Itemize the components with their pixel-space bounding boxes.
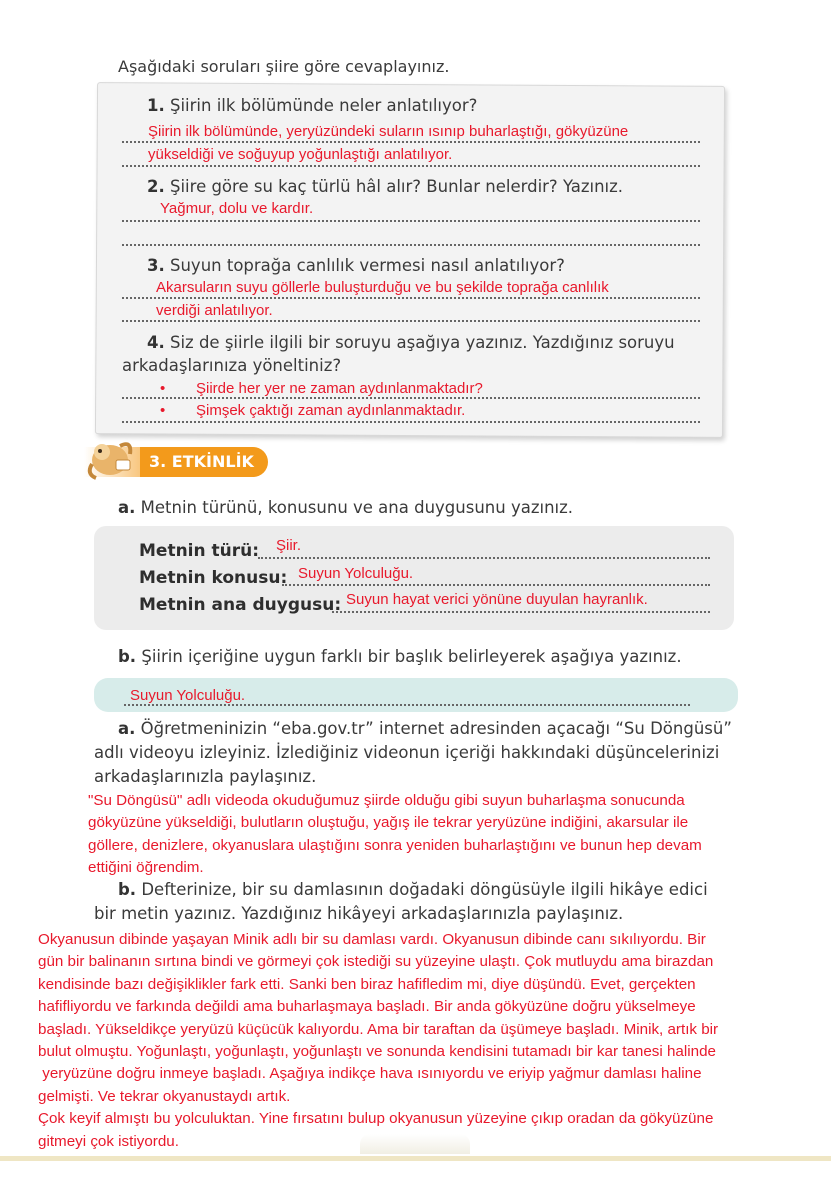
story-b-label: b. — [118, 880, 137, 899]
video-answer-line: gökyüzüne yükseldiği, bulutların oluştuğu, yağış ile tekrar yeryüzüne indiğini, akarsular ile — [88, 814, 689, 832]
story-answer-line: Çok keyif almıştı bu yolculuktan. Yine fırsatını bulup okyanusun yüzeyine çıkıp oradan da gökyüzüne — [38, 1110, 714, 1128]
question-1-text: Şiirin ilk bölümünde neler anlatılıyor? — [170, 96, 478, 115]
video-answer-line: "Su Döngüsü" adlı videoda okuduğumuz şiirde olduğu gibi suyun buharlaşma sonucunda — [88, 792, 685, 809]
story-answer-line: bulut olmuştu. Yoğunlaştı, yoğunlaştı, yoğunlaştı ve sonunda kendisini tutamadı bir kar tanesi halinde — [38, 1043, 716, 1061]
video-instruction-line-1 — [118, 719, 732, 738]
title-answer: Suyun Yolculuğu. — [130, 687, 246, 704]
question-1-answer-line-1: Şiirin ilk bölümünde, yeryüzündeki suların ısınıp buharlaştığı, gökyüzüne — [148, 123, 629, 140]
question-1-answer-line-2: yükseldiği ve soğuyup yoğunlaştığı anlatılıyor. — [148, 146, 453, 163]
question-4-answer-line-2: Şimşek çaktığı zaman aydınlanmaktadır. — [196, 402, 466, 419]
activity-a-text: Metnin türünü, konusunu ve ana duygusunu yazınız. — [140, 498, 574, 517]
question-1 — [147, 96, 477, 115]
question-4-text-line-1: Siz de şiirle ilgili bir soruyu aşağıya yazınız. Yazdığınız soruyu — [170, 333, 675, 352]
video-answer-line: göllere, denizlere, okyanuslara ulaştığını sonra yeniden buharlaştığını ve bunun hep devam — [88, 836, 702, 854]
story-answer-line: gitmeyi çok istiyordu. — [38, 1132, 179, 1150]
story-answer-line: başladı. Yükseldikçe yeryüzü küçücük kalıyordu. Ama bir taraftan da üşümeye başladı. Minik, artık bir — [38, 1020, 719, 1038]
question-2 — [147, 177, 623, 196]
answer-line — [122, 421, 700, 423]
answer-line — [122, 220, 700, 222]
question-4 — [147, 333, 675, 352]
bullet: • — [160, 380, 166, 397]
answer-line — [122, 320, 700, 322]
answer-line — [332, 611, 710, 613]
story-answer-line: Okyanusun dibinde yaşayan Minik adlı bir su damlası vardı. Okyanusun dibinde canı sıkılıyordu. Bir — [38, 931, 706, 948]
video-instruction-line-3: arkadaşlarınızla paylaşınız. — [94, 767, 317, 786]
answer-line — [124, 704, 690, 706]
video-instruction-line-2: adlı videoyu izleyiniz. İzlediğiniz videonun içeriği hakkındaki düşüncelerinizi — [94, 743, 720, 762]
answer-line — [122, 141, 700, 143]
text-topic-label: Metnin konusu: — [139, 568, 288, 588]
activity-b-label: b. — [118, 647, 137, 666]
video-a-label: a. — [118, 719, 136, 738]
story-answer-line: gelmişti. Ve tekrar okyanustaydı artık. — [38, 1087, 291, 1105]
question-4-text-line-2: arkadaşlarınıza yöneltiniz? — [122, 356, 342, 375]
story-line-1-text: Defterinize, bir su damlasının doğadaki döngüsüyle ilgili hikâye edici — [141, 880, 708, 899]
story-answer-line: hafifliyordu ve farkında değildi ama buharlaşmaya başladı. Bir anda gökyüzüne doğru yükselmeye — [38, 998, 696, 1016]
answer-line — [122, 297, 700, 299]
activity-b — [118, 647, 682, 666]
answer-line — [258, 557, 710, 559]
story-answer — [38, 929, 828, 1153]
question-3-text: Suyun toprağa canlılık vermesi nasıl anlatılıyor? — [170, 256, 565, 275]
text-emotion-label: Metnin ana duygusu: — [139, 595, 342, 615]
story-answer-line: yeryüzüne doğru inmeye başladı. Aşağıya indikçe hava ısınıyordu ve eriyip yağmur damlası haline — [38, 1065, 702, 1083]
question-4-answer-line-1: Şiirde her yer ne zaman aydınlanmaktadır? — [196, 380, 483, 397]
page-footer-tab — [360, 1134, 470, 1154]
question-2-text: Şiire göre su kaç türlü hâl alır? Bunlar nelerdir? Yazınız. — [170, 177, 624, 196]
bullet: • — [160, 402, 166, 419]
story-answer-line: kendisinde bazı değişiklikler fark etti. Sanki ben biraz hafifledim mi, diye düşündü. Evet, gerçekten — [38, 975, 696, 993]
video-answer — [88, 790, 828, 880]
text-type-answer: Şiir. — [276, 537, 302, 554]
question-2-number: 2. — [147, 177, 165, 196]
video-line-1-text: Öğretmeninizin “eba.gov.tr” internet adresinden açacağı “Su Döngüsü” — [140, 719, 732, 738]
question-1-number: 1. — [147, 96, 165, 115]
answer-line — [122, 244, 700, 246]
question-3-answer-line-1: Akarsuların suyu göllerle buluşturduğu ve bu şekilde toprağa canlılık — [156, 279, 609, 296]
question-3-number: 3. — [147, 256, 165, 275]
answer-line — [122, 165, 700, 167]
text-topic-answer: Suyun Yolculuğu. — [298, 565, 414, 582]
answer-line — [282, 584, 710, 586]
activity-badge: 3. ETKİNLİK — [140, 447, 268, 477]
question-3-answer-line-2: verdiği anlatılıyor. — [156, 302, 273, 319]
story-instruction-line-1 — [118, 880, 708, 899]
text-emotion-answer: Suyun hayat verici yönüne duyulan hayranlık. — [346, 591, 648, 608]
page-footer-line — [0, 1156, 831, 1161]
activity-a — [118, 498, 573, 517]
text-type-label: Metnin türü: — [139, 541, 260, 561]
story-instruction-line-2: bir metin yazınız. Yazdığınız hikâyeyi arkadaşlarınızla paylaşınız. — [94, 904, 624, 923]
activity-a-label: a. — [118, 498, 136, 517]
story-answer-line: gün bir balinanın sırtına bindi ve görmeyi çok istediği su yüzeyine ulaştı. Çok mutluydu ama birazdan — [38, 953, 714, 971]
answer-line — [122, 397, 700, 399]
activity-b-text: Şiirin içeriğine uygun farklı bir başlık belirleyerek aşağıya yazınız. — [141, 647, 682, 666]
video-answer-line: ettiğini öğrendim. — [88, 859, 204, 877]
instruction-text: Aşağıdaki soruları şiire göre cevaplayınız. — [118, 57, 450, 76]
question-4-number: 4. — [147, 333, 165, 352]
question-3 — [147, 256, 565, 275]
question-2-answer: Yağmur, dolu ve kardır. — [160, 200, 314, 217]
mascot-icon — [80, 434, 142, 488]
